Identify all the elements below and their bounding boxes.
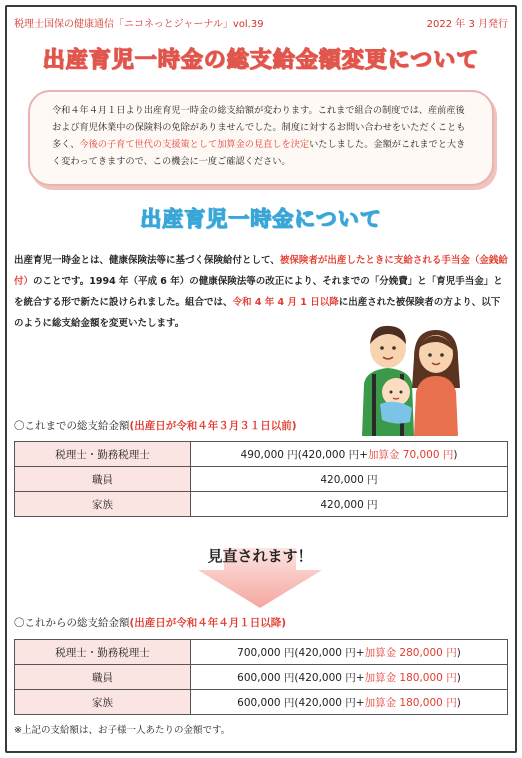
- before-amounts-table: [14, 441, 508, 517]
- footnote: ※上記の支給額は、お子様一人あたりの金額です。: [14, 725, 231, 736]
- amount-close: ): [453, 448, 458, 461]
- body-highlight-1: 被保険者が出産したときに支給される手当金（金銭給付）: [14, 255, 508, 287]
- body-text-3: に出産された被保険者の方より、以下のように総支給金額を変更いたします。: [14, 297, 501, 329]
- row-amount: [191, 467, 508, 492]
- mother-figure: [412, 330, 460, 436]
- journal-name: 税理士国保の健康通信「ニコネっとジャーナル」vol.39: [14, 18, 264, 30]
- family-illustration: [348, 318, 470, 436]
- row-label: 税理士・勤務税理士: [15, 640, 191, 665]
- table-row: [15, 640, 508, 665]
- body-text-1: 出産育児一時金とは、健康保険法等に基づく保険給付として、: [14, 255, 280, 266]
- amount-base: 490,000 円(420,000 円+: [240, 448, 368, 461]
- before-caption-date: (出産日が令和４年３月３１日以前): [129, 420, 297, 432]
- table-row: [15, 492, 508, 517]
- amount-close: ): [456, 671, 461, 684]
- notice-box: [28, 90, 494, 186]
- table-row: [15, 467, 508, 492]
- revision-label: 見直されます！: [207, 547, 313, 565]
- notice-text-1: 令和４年４月１日より出産育児一時金の総支給額が変わります。これまで組合の制度では、産前産後および育児休業中の保険料の免除がありませんでした。制度に対するお問い合わせをいただくことも多く、: [52, 105, 466, 150]
- amount-base: 600,000 円(420,000 円+: [237, 671, 365, 684]
- amount-base: 420,000 円: [320, 498, 378, 511]
- issue-date: 2022 年 3 月発行: [426, 18, 508, 30]
- row-amount: [191, 640, 508, 665]
- row-label: 家族: [15, 690, 191, 715]
- table-row: [15, 442, 508, 467]
- before-caption-prefix: 〇これまでの総支給金額: [14, 420, 130, 432]
- table-row: [15, 665, 508, 690]
- amount-base: 600,000 円(420,000 円+: [237, 696, 365, 709]
- amount-close: ): [456, 696, 461, 709]
- page-title: 出産育児一時金の総支給金額変更について: [42, 48, 480, 73]
- amount-addition: 加算金 180,000 円: [364, 696, 457, 709]
- after-caption: [14, 615, 286, 630]
- body-highlight-2: 令和 4 年 4 月 1 日以降: [232, 297, 339, 308]
- amount-close: ): [456, 646, 461, 659]
- section-title: 出産育児一時金について: [140, 207, 382, 231]
- amount-addition: 加算金 180,000 円: [364, 671, 457, 684]
- before-caption: [14, 418, 297, 433]
- notice-text-2: いたしました。金額がこれまでと大きく変わってきますので、この機会に一度ご確認ください。: [52, 139, 466, 167]
- table-row: [15, 690, 508, 715]
- amount-base: 700,000 円(420,000 円+: [237, 646, 365, 659]
- header: [14, 13, 508, 31]
- row-label: 税理士・勤務税理士: [15, 442, 191, 467]
- after-amounts-table: [14, 639, 508, 715]
- row-amount: [191, 442, 508, 467]
- notice-highlight: 今後の子育て世代の支援策として加算金の見直しを決定: [79, 139, 310, 150]
- amount-addition: 加算金 70,000 円: [367, 448, 454, 461]
- row-label: 家族: [15, 492, 191, 517]
- body-text-2: のことです。1994 年（平成 6 年）の健康保険法等の改正により、それまでの「分娩費」と「育児手当金」とを統合する形で新たに設けられました。組合では、: [14, 276, 503, 308]
- amount-base: 420,000 円: [320, 473, 378, 486]
- after-caption-prefix: 〇これからの総支給金額: [14, 617, 130, 629]
- row-label: 職員: [15, 467, 191, 492]
- row-amount: [191, 690, 508, 715]
- row-amount: [191, 492, 508, 517]
- row-label: 職員: [15, 665, 191, 690]
- after-caption-date: (出産日が令和４年４月１日以降): [129, 617, 287, 629]
- row-amount: [191, 665, 508, 690]
- amount-addition: 加算金 280,000 円: [364, 646, 457, 659]
